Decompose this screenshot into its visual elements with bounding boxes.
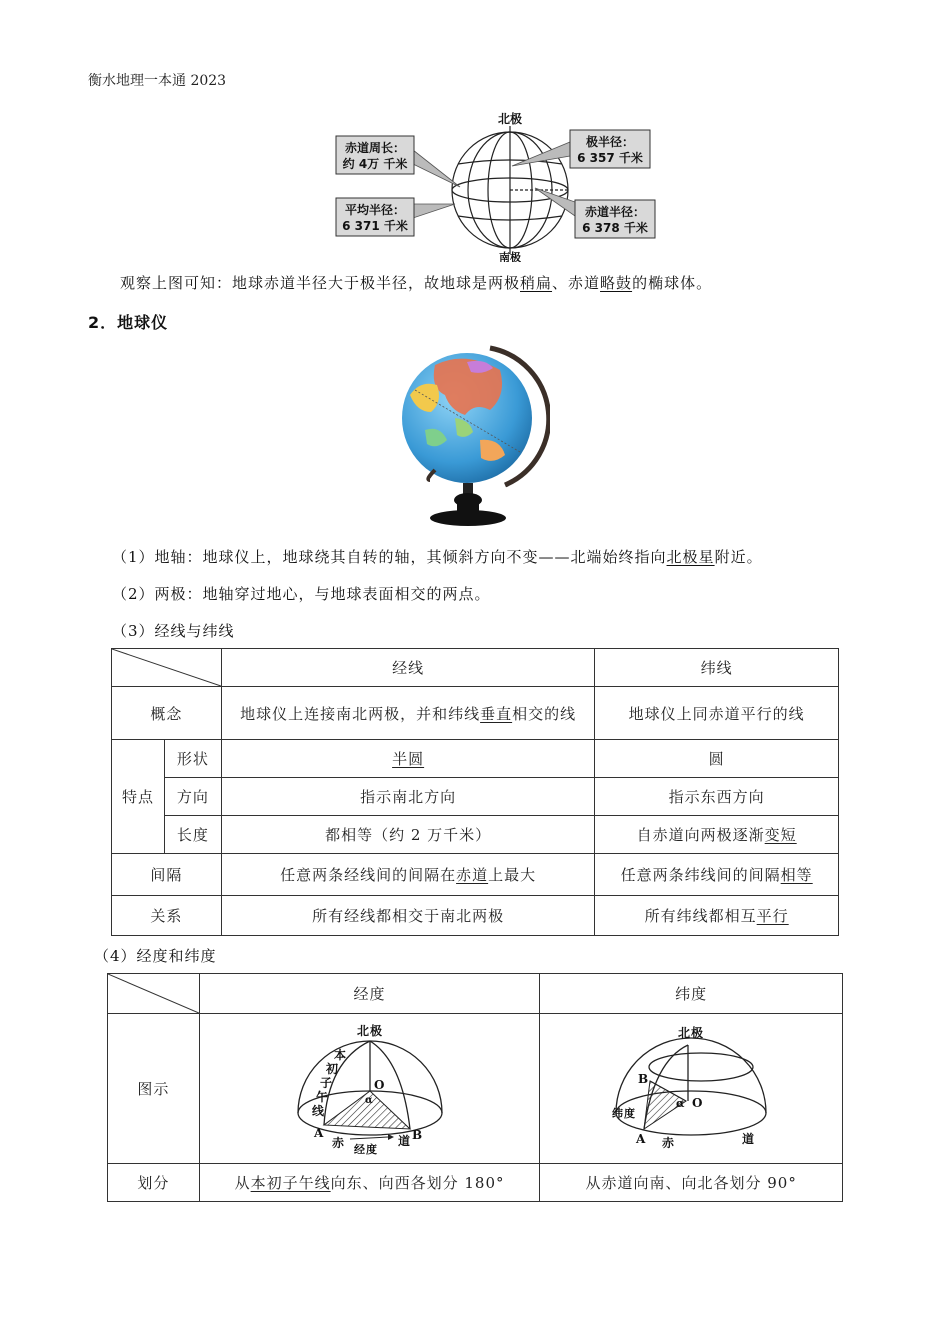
cell-underline: 半圆 xyxy=(392,750,425,768)
lat-a-label: A xyxy=(636,1131,647,1146)
cell-longitude-diagram xyxy=(199,1014,540,1164)
equatorial-radius-label: 赤道半径： xyxy=(584,205,646,219)
cell-division-latitude: 从赤道向南、向北各划分 90° xyxy=(540,1164,843,1202)
observation-underline-1: 稍扁 xyxy=(520,274,553,292)
lon-dao-label: 道 xyxy=(397,1133,411,1148)
row-label-interval: 间隔 xyxy=(112,854,222,896)
cell-relation-meridian: 所有经线都相交于南北两极 xyxy=(221,896,594,936)
header-latitude: 纬度 xyxy=(540,974,843,1014)
earth-shape-figure xyxy=(330,112,660,262)
longitude-diagram xyxy=(290,1021,450,1157)
cell-latitude-diagram xyxy=(540,1014,843,1164)
item-earth-axis-text-2: 附近。 xyxy=(714,548,763,566)
lon-north-label: 北极 xyxy=(356,1023,383,1038)
cell-underline: 垂直 xyxy=(480,704,513,723)
earth-shape-diagram xyxy=(330,112,660,262)
item-earth-axis xyxy=(112,546,763,567)
page-header: 衡水地理一本通 2023 xyxy=(88,73,227,89)
polar-radius-value: 6 357 千米 xyxy=(577,151,643,165)
meridian-parallel-table xyxy=(111,648,839,936)
table-corner-cell xyxy=(112,649,222,687)
lon-prime-4: 午 xyxy=(315,1089,329,1104)
item-earth-axis-underline: 北极星 xyxy=(666,548,715,566)
south-pole-label: 南极 xyxy=(499,251,521,262)
polar-radius-label: 极半径： xyxy=(585,135,635,149)
cell-text: 自赤道向两极逐渐 xyxy=(636,826,765,844)
observation-underline-2: 略鼓 xyxy=(600,274,633,292)
header-meridian: 经线 xyxy=(221,649,594,687)
table2-corner-cell xyxy=(108,974,200,1014)
sub-label-length: 长度 xyxy=(164,816,221,854)
lon-prime-1: 本 xyxy=(333,1047,347,1062)
row-label-relation: 关系 xyxy=(112,896,222,936)
cell-underline: 赤道 xyxy=(456,866,489,884)
item-longitude-latitude: （4）经度和纬度 xyxy=(94,947,217,965)
equator-circumference-value: 约 4万 千米 xyxy=(342,157,408,171)
cell-interval-parallel xyxy=(595,854,839,896)
lat-o-label: O xyxy=(692,1095,704,1110)
cell-shape-parallel: 圆 xyxy=(595,740,839,778)
lon-a-label: A xyxy=(313,1125,324,1140)
cell-text: 任意两条纬线间的间隔 xyxy=(620,866,781,884)
longitude-latitude-table xyxy=(107,973,843,1202)
lon-chi-label: 赤 xyxy=(331,1135,345,1150)
cell-text: 地球仪上连接南北两极，并和纬线 xyxy=(240,704,481,723)
cell-concept-parallel: 地球仪上同赤道平行的线 xyxy=(595,687,839,740)
cell-division-longitude xyxy=(199,1164,540,1202)
sub-label-shape: 形状 xyxy=(164,740,221,778)
mean-radius-label: 平均半径： xyxy=(344,203,406,217)
equatorial-radius-value: 6 378 千米 xyxy=(582,221,648,235)
cell-text: 上最大 xyxy=(488,866,537,884)
cell-underline: 本初子午线 xyxy=(250,1174,331,1192)
mean-radius-value: 6 371 千米 xyxy=(342,219,408,233)
lon-prime-3: 子 xyxy=(319,1075,333,1090)
cell-concept-meridian xyxy=(221,687,594,740)
observation-text-2: 、赤道 xyxy=(552,274,601,292)
observation-text-3: 的椭球体。 xyxy=(632,274,713,292)
lat-chi-label: 赤 xyxy=(662,1135,676,1150)
row-label-diagram: 图示 xyxy=(108,1014,200,1164)
cell-shape-meridian xyxy=(221,740,594,778)
lon-jingdu-label: 经度 xyxy=(353,1142,378,1156)
cell-underline: 变短 xyxy=(764,826,797,844)
cell-direction-meridian: 指示南北方向 xyxy=(221,778,594,816)
row-label-feature: 特点 xyxy=(112,740,165,854)
lon-b-label: B xyxy=(411,1127,423,1142)
lon-prime-2: 初 xyxy=(325,1061,339,1076)
observation-text: 观察上图可知：地球赤道半径大于极半径，故地球是两极 xyxy=(120,274,521,292)
cell-relation-parallel xyxy=(595,896,839,936)
lat-dao-label: 道 xyxy=(742,1131,756,1146)
lon-prime-5: 线 xyxy=(311,1103,325,1118)
cell-direction-parallel: 指示东西方向 xyxy=(595,778,839,816)
lat-weidu-label: 纬度 xyxy=(612,1106,637,1120)
cell-length-parallel xyxy=(595,816,839,854)
row-label-concept: 概念 xyxy=(112,687,222,740)
row-label-division: 划分 xyxy=(108,1164,200,1202)
latitude-diagram xyxy=(606,1021,776,1157)
lat-alpha-label: α xyxy=(676,1096,686,1110)
cell-underline: 相等 xyxy=(780,866,813,884)
lat-b-label: B xyxy=(638,1071,650,1086)
cell-underline: 平行 xyxy=(756,907,789,925)
item-meridian-parallel: （3）经线与纬线 xyxy=(112,622,235,640)
observation-paragraph xyxy=(120,272,712,293)
lon-o-label: O xyxy=(373,1077,386,1092)
north-pole-label: 北极 xyxy=(497,112,523,126)
cell-interval-meridian xyxy=(221,854,594,896)
header-longitude: 经度 xyxy=(199,974,540,1014)
equator-circumference-label: 赤道周长： xyxy=(344,141,406,155)
cell-text: 所有纬线都相互 xyxy=(644,907,757,925)
sub-label-direction: 方向 xyxy=(164,778,221,816)
cell-text: 相交的线 xyxy=(512,704,577,723)
item-earth-axis-text: （1）地轴：地球仪上，地球绕其自转的轴，其倾斜方向不变——北端始终指向 xyxy=(112,548,667,566)
lon-alpha-label: α xyxy=(364,1094,374,1106)
item-poles: （2）两极：地轴穿过地心，与地球表面相交的两点。 xyxy=(112,585,491,603)
globe-image xyxy=(395,340,550,530)
cell-text: 从 xyxy=(234,1174,251,1192)
lat-north-label: 北极 xyxy=(678,1025,705,1040)
cell-text: 任意两条经线间的间隔在 xyxy=(280,866,457,884)
cell-length-meridian: 都相等（约 2 万千米） xyxy=(221,816,594,854)
section-title: 2．地球仪 xyxy=(88,313,169,332)
cell-text: 向东、向西各划分 180° xyxy=(330,1174,505,1192)
header-parallel: 纬线 xyxy=(595,649,839,687)
